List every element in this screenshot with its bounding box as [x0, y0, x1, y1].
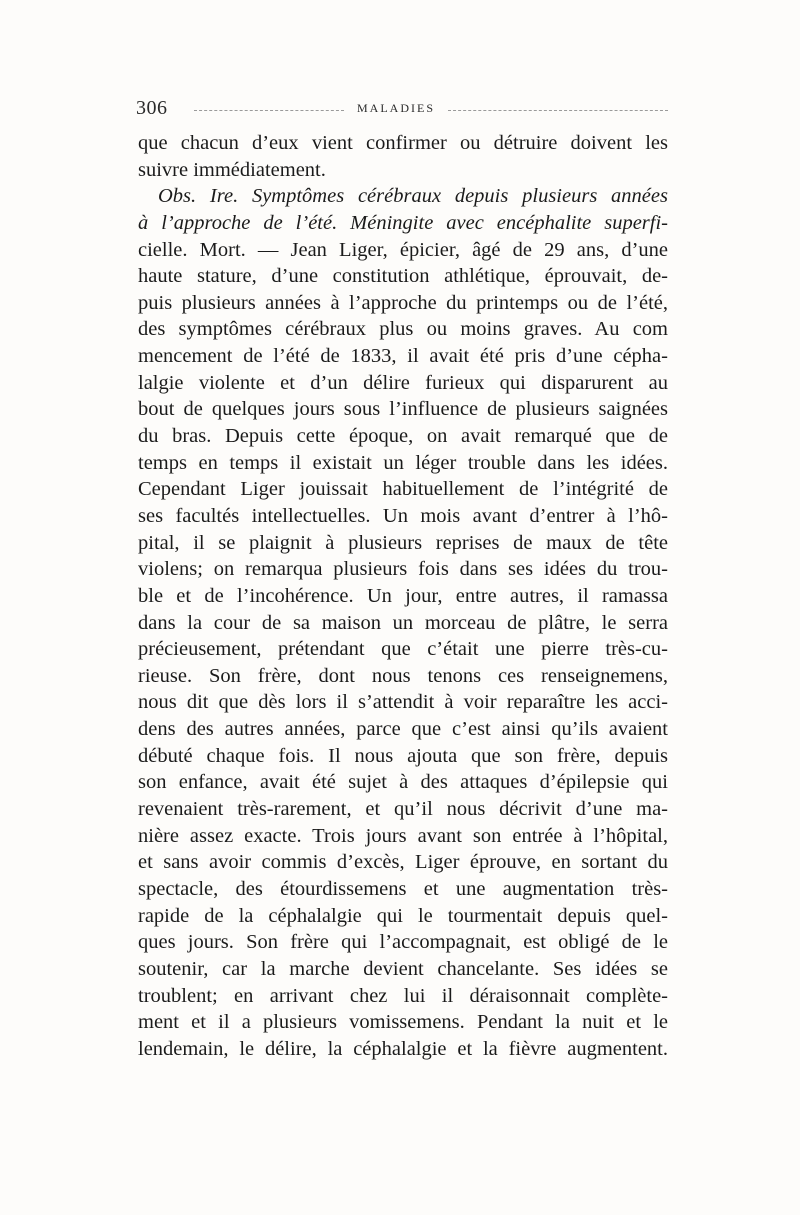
text-line: du bras. Depuis cette époque, on avait remarqué que de: [138, 425, 668, 448]
text-line: haute stature, d’une constitution athlétique, éprouvait, de-: [138, 265, 668, 288]
observation-heading-line: Obs. Ire. Symptômes cérébraux depuis plusieurs années: [158, 185, 668, 208]
text-line: revenaient très-rarement, et qu’il nous décrivit d’une ma-: [138, 798, 668, 821]
text-line: temps en temps il existait un léger trouble dans les idées.: [138, 451, 668, 474]
text-line: mencement de l’été de 1833, il avait été pris d’une cépha-: [138, 345, 668, 368]
text-line: Cependant Liger jouissait habituellement de l’intégrité de: [138, 478, 668, 501]
text-line: bout de quelques jours sous l’influence de plusieurs saignées: [138, 398, 668, 421]
text-line: violens; on remarqua plusieurs fois dans ses idées du trou-: [138, 558, 668, 581]
page-header: [136, 97, 669, 123]
text-line: nière assez exacte. Trois jours avant son entrée à l’hôpital,: [138, 824, 668, 847]
text-line: lendemain, le délire, la céphalalgie et la fièvre augmentent.: [138, 1037, 668, 1060]
text-line: cielle. Mort. — Jean Liger, épicier, âgé de 29 ans, d’une: [138, 238, 668, 261]
text-line: et sans avoir commis d’excès, Liger éprouve, en sortant du: [138, 851, 668, 874]
header-rule-right: [448, 110, 668, 111]
text-line: dens des autres années, parce que c’est ainsi qu’ils avaient: [138, 718, 668, 741]
text-line: suivre immédiatement.: [138, 158, 326, 181]
text-line: ment et il a plusieurs vomissemens. Pendant la nuit et le: [138, 1011, 668, 1034]
text-line: son enfance, avait été sujet à des attaques d’épilepsie qui: [138, 771, 668, 794]
text-line: troublent; en arrivant chez lui il déraisonnait complète-: [138, 984, 668, 1007]
header-rule-left: [194, 110, 344, 111]
text-line: lalgie violente et d’un délire furieux qui disparurent au: [138, 371, 668, 394]
text-line: des symptômes cérébraux plus ou moins graves. Au com: [138, 318, 668, 341]
text-line: dans la cour de sa maison un morceau de plâtre, le serra: [138, 611, 668, 634]
text-line: rapide de la céphalalgie qui le tourmentait depuis quel-: [138, 904, 668, 927]
text-line: ble et de l’incohérence. Un jour, entre autres, il ramassa: [138, 584, 668, 607]
text-line: soutenir, car la marche devient chancelante. Ses idées se: [138, 957, 668, 980]
observation-heading-line: à l’approche de l’été. Méningite avec encéphalite superfi-: [138, 211, 668, 234]
body-text: [138, 130, 668, 1062]
text-line: pital, il se plaignit à plusieurs reprises de maux de tête: [138, 531, 668, 554]
text-line: débuté chaque fois. Il nous ajouta que son frère, depuis: [138, 744, 668, 767]
text-line: rieuse. Son frère, dont nous tenons ces renseignemens,: [138, 664, 668, 687]
text-line: que chacun d’eux vient confirmer ou détruire doivent les: [138, 132, 668, 154]
text-line: nous dit que dès lors il s’attendit à voir reparaître les acci-: [138, 691, 668, 714]
page-number: 306: [136, 97, 168, 119]
text-line: ques jours. Son frère qui l’accompagnait, est obligé de le: [138, 931, 668, 954]
text-line: précieusement, prétendant que c’était une pierre très-cu-: [138, 638, 668, 661]
running-head: MALADIES: [357, 101, 435, 115]
text-line: puis plusieurs années à l’approche du printemps ou de l’été,: [138, 291, 668, 314]
text-line: spectacle, des étourdissemens et une augmentation très-: [138, 877, 668, 900]
text-line: ses facultés intellectuelles. Un mois avant d’entrer à l’hô-: [138, 504, 668, 527]
